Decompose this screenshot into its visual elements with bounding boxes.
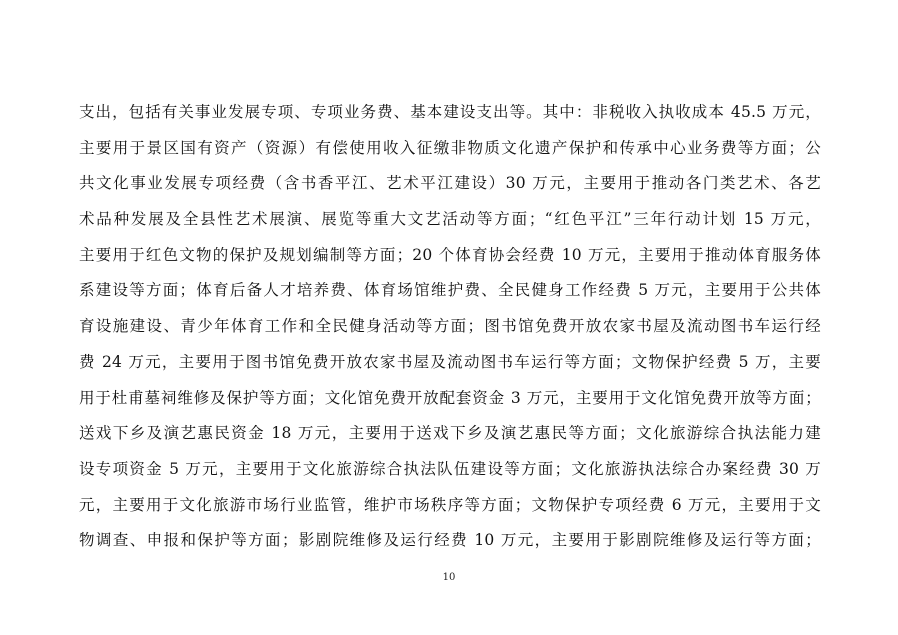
- text-line: 物调查、申报和保护等方面；影剧院维修及运行经费 10 万元，主要用于影剧院维修及运行等方面；: [79, 531, 821, 550]
- body-paragraph: [79, 95, 821, 559]
- text-line: 支出，包括有关事业发展专项、专项业务费、基本建设支出等。其中：非税收入执收成本 45.5 万元，: [79, 103, 821, 121]
- text-line: 主要用于红色文物的保护及规划编制等方面；20 个体育协会经费 10 万元，主要用于推动体育服务体: [79, 245, 821, 264]
- text-line: 术品种发展及全县性艺术展演、展览等重大文艺活动等方面；“红色平江”三年行动计划 15 万元，: [79, 210, 821, 229]
- text-line: 系建设等方面；体育后备人才培养费、体育场馆维护费、全民健身工作经费 5 万元，主要用于公共体: [79, 281, 821, 300]
- text-line: 送戏下乡及演艺惠民资金 18 万元，主要用于送戏下乡及演艺惠民等方面；文化旅游综合执法能力建: [79, 424, 821, 443]
- text-line: 费 24 万元，主要用于图书馆免费开放农家书屋及流动图书车运行等方面；文物保护经费 5 万，主要: [79, 352, 821, 371]
- text-line: 主要用于景区国有资产（资源）有偿使用收入征缴非物质文化遗产保护和传承中心业务费等方面；公: [79, 138, 821, 157]
- text-line: 设专项资金 5 万元，主要用于文化旅游综合执法队伍建设等方面；文化旅游执法综合办案经费 30 万: [79, 459, 821, 478]
- text-line: 育设施建设、青少年体育工作和全民健身活动等方面；图书馆免费开放农家书屋及流动图书车运行经: [79, 317, 821, 336]
- text-line: 用于杜甫墓祠维修及保护等方面；文化馆免费开放配套资金 3 万元，主要用于文化馆免费开放等方面；: [79, 388, 821, 407]
- text-line: 元，主要用于文化旅游市场行业监管，维护市场秩序等方面；文物保护专项经费 6 万元，主要用于文: [79, 495, 821, 514]
- page-number: 10: [442, 572, 456, 583]
- text-line: 共文化事业发展专项经费（含书香平江、艺术平江建设）30 万元，主要用于推动各门类艺术、各艺: [79, 174, 821, 193]
